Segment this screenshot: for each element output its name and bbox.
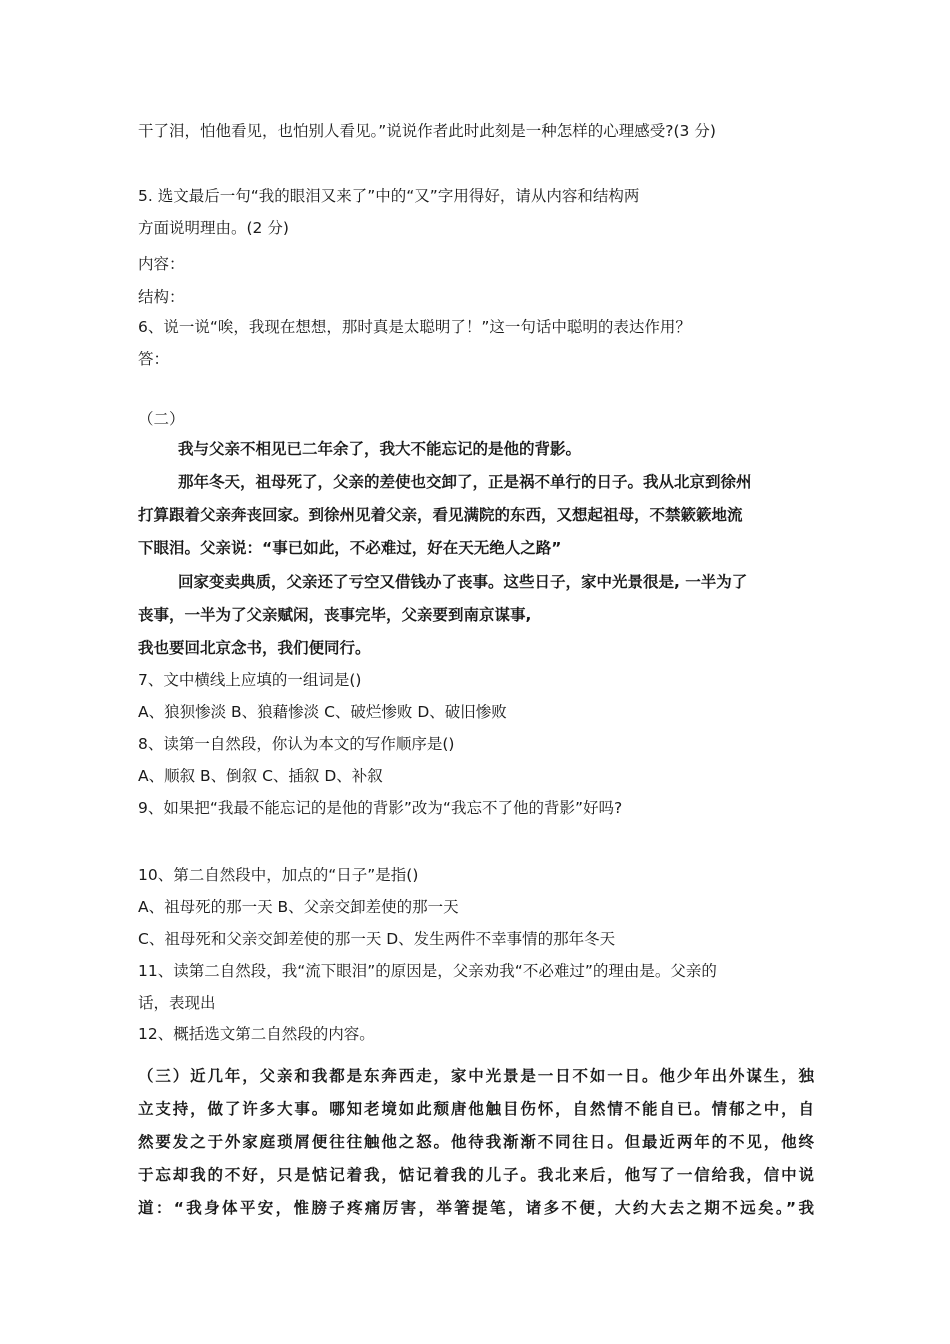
question-7: 7、文中横线上应填的一组词是() (138, 671, 362, 689)
passage-3-line-4: 于忘却我的不好，只是惦记着我，惦记着我的儿子。我北来后，他写了一信给我，信中说 (138, 1166, 814, 1184)
passage-3-line-1: （三）近几年，父亲和我都是东奔西走，家中光景是一日不如一日。他少年出外谋生，独 (138, 1067, 814, 1085)
passage-3-line-5: 道：“我身体平安，惟膀子疼痛厉害，举箸提笔，诸多不便，大约大去之期不远矣。”我 (138, 1199, 814, 1217)
question-5: 5. 选文最后一句“我的眼泪又来了”中的“又”字用得好，请从内容和结构两 (138, 187, 640, 205)
passage-2-para-1: 我与父亲不相见已二年余了，我大不能忘记的是他的背影。 (178, 440, 582, 458)
passage-2-para-3-line-2: 丧事，一半为了父亲赋闲，丧事完毕，父亲要到南京谋事, (138, 606, 532, 624)
passage-2-para-2-line-2: 打算跟着父亲奔丧回家。到徐州见着父亲，看见满院的东西，又想起祖母，不禁簌簌地流 (138, 506, 743, 524)
q4-continuation: 干了泪，怕他看见，也怕别人看见。”说说作者此时此刻是一种怎样的心理感受?(3 分) (138, 122, 716, 140)
question-8-options: A、顺叙 B、倒叙 C、插叙 D、补叙 (138, 767, 383, 785)
question-9: 9、如果把“我最不能忘记的是他的背影”改为“我忘不了他的背影”好吗? (138, 799, 623, 817)
passage-2-para-2-line-3: 下眼泪。父亲说：“事已如此，不必难过，好在天无绝人之路” (138, 539, 562, 557)
answer-structure-label: 结构： (138, 288, 185, 306)
passage-2-para-3-line-1: 回家变卖典质，父亲还了亏空又借钱办了丧事。这些日子，家中光景很是, 一半为了 (178, 573, 748, 591)
passage-3-line-3: 然要发之于外家庭琐屑便往往触他之怒。他待我渐渐不同往日。但最近两年的不见，他终 (138, 1133, 814, 1151)
question-6: 6、说一说“唉，我现在想想，那时真是太聪明了！”这一句话中聪明的表达作用？ (138, 318, 691, 336)
passage-2-para-2-line-1: 那年冬天，祖母死了，父亲的差使也交卸了，正是祸不单行的日子。我从北京到徐州 (178, 473, 752, 491)
question-8: 8、读第一自然段，你认为本文的写作顺序是() (138, 735, 455, 753)
passage-2-para-3-line-3: 我也要回北京念书，我们便同行。 (138, 639, 371, 657)
answer-label: 答： (138, 350, 170, 368)
question-10: 10、第二自然段中，加点的“日子”是指() (138, 866, 419, 884)
answer-content-label: 内容： (138, 255, 185, 273)
question-5-cont: 方面说明理由。(2 分) (138, 219, 289, 237)
question-10-options-cd: C、祖母死和父亲交卸差使的那一天 D、发生两件不幸事情的那年冬天 (138, 930, 616, 948)
passage-3-line-2: 立支持，做了许多大事。哪知老境如此颓唐他触目伤怀，自然情不能自已。情郁之中，自 (138, 1100, 814, 1118)
question-11-cont: 话，表现出 (138, 994, 216, 1012)
question-10-options-ab: A、祖母死的那一天 B、父亲交卸差使的那一天 (138, 898, 459, 916)
question-7-options: A、狼狈惨淡 B、狼藉惨淡 C、破烂惨败 D、破旧惨败 (138, 703, 507, 721)
question-12: 12、概括选文第二自然段的内容。 (138, 1025, 375, 1043)
question-11: 11、读第二自然段，我“流下眼泪”的原因是，父亲劝我“不必难过”的理由是。父亲的 (138, 962, 717, 980)
section-2-heading: （二） (138, 410, 185, 428)
